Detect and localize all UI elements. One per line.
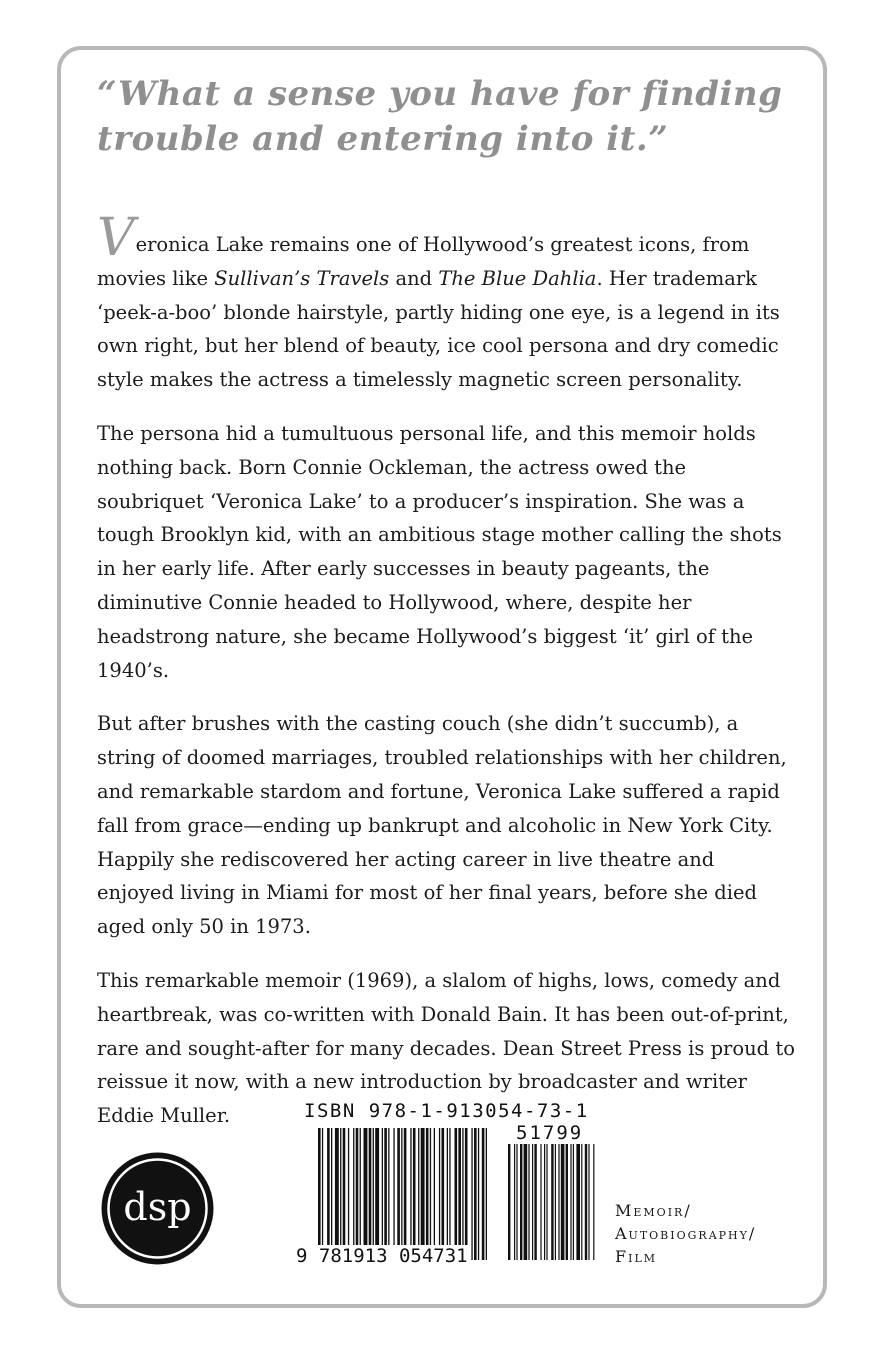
price-bar bbox=[566, 1144, 568, 1260]
barcode-bar bbox=[340, 1128, 341, 1260]
price-bar bbox=[576, 1144, 580, 1260]
paragraph-1-text-a: eronica Lake remains one of Hollywood’s greatest icons, from movies like bbox=[97, 233, 750, 290]
barcode-bar bbox=[442, 1128, 445, 1260]
barcode-bar bbox=[404, 1128, 407, 1260]
price-bar bbox=[520, 1144, 522, 1260]
barcode-bar bbox=[474, 1128, 477, 1260]
price-bar bbox=[551, 1144, 553, 1260]
barcode-bar bbox=[455, 1128, 458, 1260]
paragraph-1 bbox=[97, 208, 797, 397]
price-bar bbox=[516, 1144, 517, 1260]
barcode-bar bbox=[401, 1128, 402, 1260]
barcode-bar bbox=[369, 1128, 372, 1260]
price-bar bbox=[561, 1144, 565, 1260]
price-bar bbox=[532, 1144, 533, 1260]
barcode-bar bbox=[384, 1128, 387, 1260]
price-bar bbox=[588, 1144, 589, 1260]
barcode-bar bbox=[356, 1128, 359, 1260]
barcode-bar bbox=[421, 1128, 425, 1260]
barcode-bar bbox=[447, 1128, 448, 1260]
price-bar bbox=[555, 1144, 556, 1260]
genre-label bbox=[615, 1199, 756, 1268]
price-bar bbox=[540, 1144, 541, 1260]
barcode-bar bbox=[439, 1128, 440, 1260]
barcode-bar bbox=[335, 1128, 339, 1260]
barcode-bar bbox=[418, 1128, 419, 1260]
barcode-bar bbox=[348, 1128, 349, 1260]
price-bar bbox=[508, 1144, 510, 1260]
film-title-2: The Blue Dahlia bbox=[438, 266, 597, 290]
barcode bbox=[294, 1100, 604, 1270]
price-bar bbox=[524, 1144, 528, 1260]
price-bar bbox=[573, 1144, 574, 1260]
price-bar bbox=[528, 1144, 529, 1260]
barcode-digits: 9 781913 054731 bbox=[296, 1245, 468, 1267]
barcode-bar bbox=[482, 1128, 485, 1260]
barcode-bar bbox=[449, 1128, 450, 1260]
price-bar bbox=[534, 1144, 536, 1260]
barcode-bar bbox=[410, 1128, 411, 1260]
pull-quote: “What a sense you have for finding trouble and entering into it.” bbox=[97, 74, 783, 159]
blurb bbox=[97, 208, 797, 1153]
isbn-label: ISBN 978-1-913054-73-1 bbox=[304, 1100, 589, 1122]
logo-text: dsp bbox=[123, 1185, 192, 1229]
paragraph-2: The persona hid a tumultuous personal life, and this memoir holds nothing back. Born Connie Ockleman, the actress owed the soubriquet ‘Veronica Lake’ to a producer’s inspiration. She was a tough Brooklyn kid, with an ambitious stage mother calling the shots in her early life. After early successes in beauty pageants, the diminutive Connie headed to Hollywood, where, despite her headstrong nature, she became Hollywood’s biggest ‘it’ girl of the 1940’s. bbox=[97, 421, 782, 682]
price-bar bbox=[593, 1144, 594, 1260]
barcode-bar bbox=[430, 1128, 431, 1260]
genre-line: Memoir/ bbox=[615, 1201, 692, 1220]
genre-line: Autobiography/ bbox=[615, 1224, 757, 1243]
barcode-bar bbox=[462, 1128, 463, 1260]
price-bar bbox=[514, 1144, 515, 1260]
price-bar bbox=[585, 1144, 587, 1260]
barcode-bar bbox=[353, 1128, 354, 1260]
barcode-bar bbox=[322, 1128, 323, 1260]
price-bar bbox=[544, 1144, 545, 1260]
genre-line: Film bbox=[615, 1247, 658, 1266]
paragraph-1-text-b: and bbox=[389, 266, 439, 290]
barcode-bar bbox=[373, 1128, 374, 1260]
barcode-bar bbox=[388, 1128, 389, 1260]
film-title-1: Sullivan’s Travels bbox=[214, 266, 390, 290]
barcode-bar bbox=[413, 1128, 416, 1260]
price-bar bbox=[546, 1144, 547, 1260]
barcode-bar bbox=[426, 1128, 429, 1260]
price-code: 51799 bbox=[516, 1122, 584, 1144]
barcode-bar bbox=[486, 1128, 487, 1260]
barcode-bar bbox=[458, 1128, 461, 1260]
paragraph-3: But after brushes with the casting couch (she didn’t succumb), a string of doomed marriages, troubled relationships with her children, and remarkable stardom and fortune, Veronica Lake suffered a rapid fall from grace—ending up bankrupt and alcoholic in New York City. Happily she rediscovered her acting career in live theatre and enjoyed living in Miami for most of her final years, before she died aged only 50 in 1973. bbox=[97, 712, 787, 939]
price-bar bbox=[558, 1144, 559, 1260]
price-bar bbox=[581, 1144, 582, 1260]
barcode-bar bbox=[318, 1128, 321, 1260]
barcode-bar bbox=[465, 1128, 468, 1260]
drop-cap: V bbox=[97, 208, 135, 268]
barcode-bar bbox=[375, 1128, 379, 1260]
barcode-bar bbox=[478, 1128, 479, 1260]
barcode-bar bbox=[393, 1128, 394, 1260]
barcode-bar bbox=[382, 1128, 383, 1260]
barcode-bar bbox=[364, 1128, 368, 1260]
paragraph-1-text-c: . Her trademark ‘peek-a-boo’ blonde hairstyle, partly hiding one eye, is a legend in its own right, but her blend of beauty, ice cool persona and dry comedic style makes the actress a timelessly magnetic screen personality. bbox=[97, 266, 780, 392]
paragraph-4: This remarkable memoir (1969), a slalom of highs, lows, comedy and heartbreak, was co-written with Donald Bain. It has been out-of-print, rare and sought-after for many decades. Dean Street Press is proud to reissue it now, with a new introduction by broadcaster and writer Eddie Muller. bbox=[97, 968, 795, 1128]
barcode-bar bbox=[397, 1128, 400, 1260]
dsp-logo bbox=[101, 1152, 214, 1265]
barcode-bar bbox=[327, 1128, 330, 1260]
barcode-bar bbox=[360, 1128, 361, 1260]
price-bar bbox=[570, 1144, 571, 1260]
barcode-bar bbox=[434, 1128, 435, 1260]
barcode-bar bbox=[331, 1128, 332, 1260]
barcode-bar bbox=[471, 1128, 472, 1260]
barcode-bar bbox=[343, 1128, 346, 1260]
